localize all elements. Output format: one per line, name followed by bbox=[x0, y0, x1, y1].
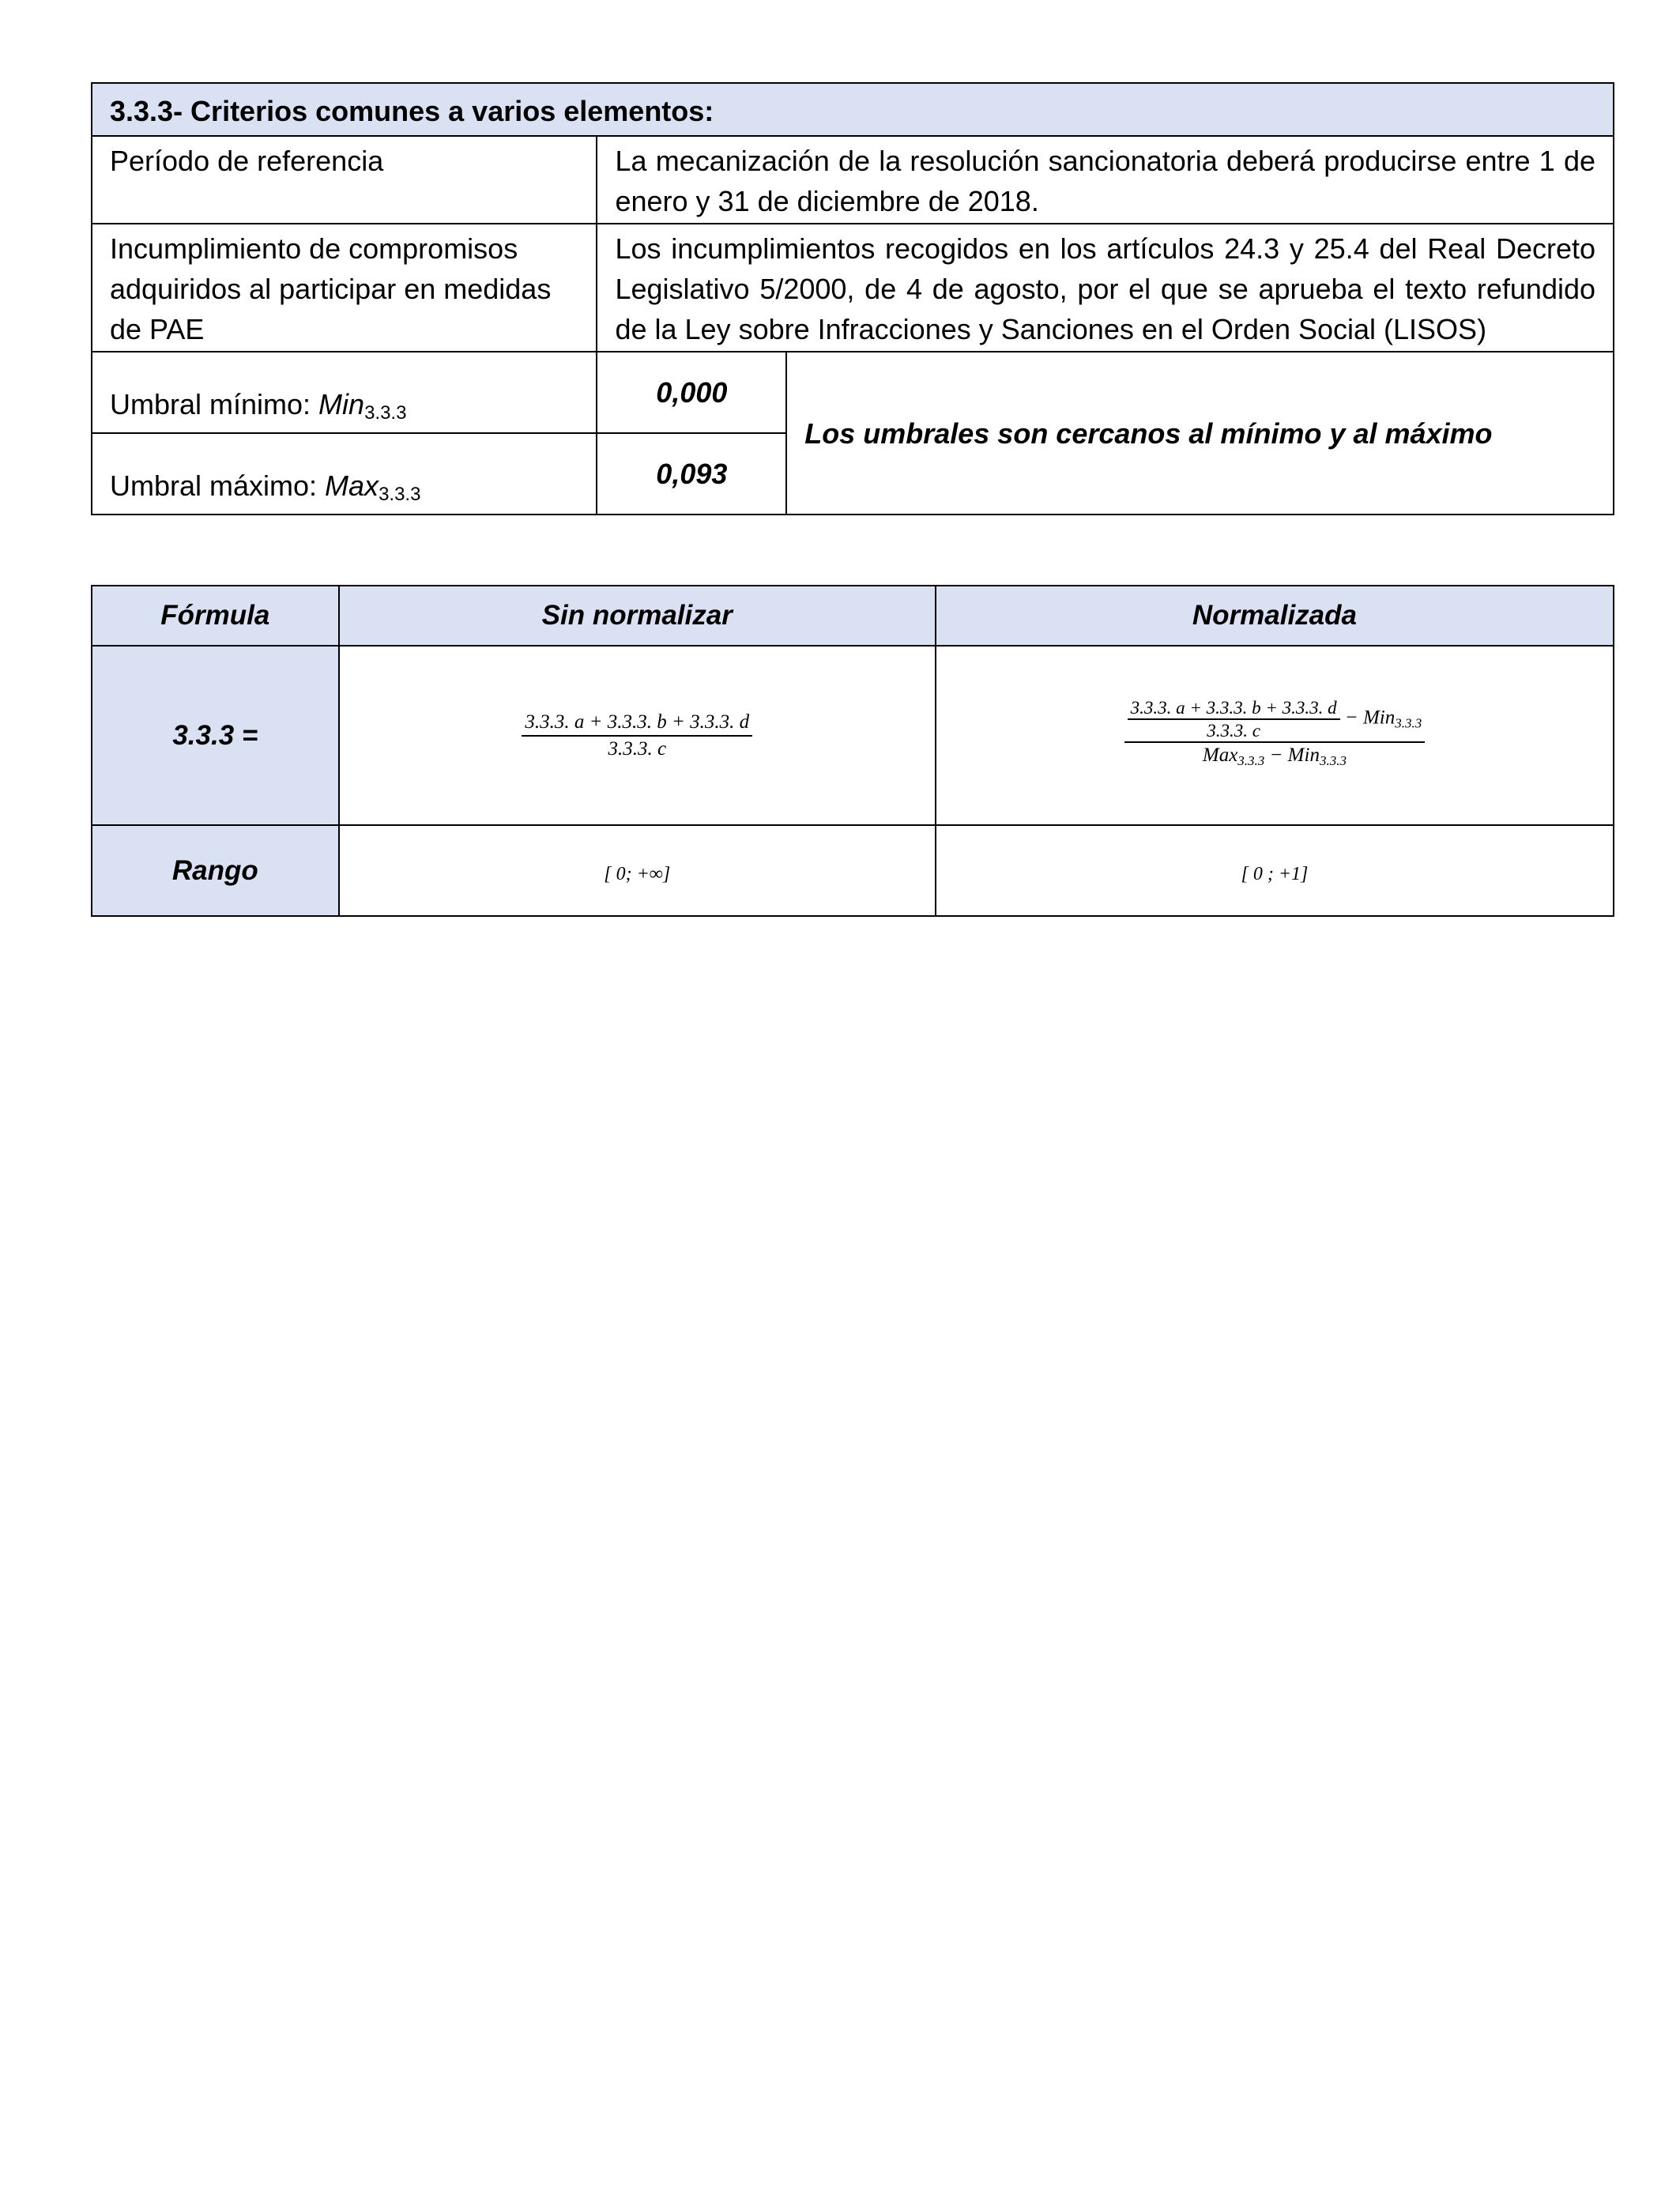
range-label: Rango bbox=[92, 825, 339, 916]
non-compliance-label: Incumplimiento de compromisos adquiridos al participar en medidas de PAE bbox=[92, 224, 597, 352]
non-compliance-text: Los incumplimientos recogidos en los artículos 24.3 y 25.4 del Real Decreto Legislativo 5/2000, de 4 de agosto, por el que se aprueba el texto refundido de la Ley sobre Infracciones y Sanciones en el Orden Social (LISOS) bbox=[597, 224, 1614, 352]
reference-period-label: Período de referencia bbox=[92, 136, 597, 224]
range-raw: [ 0; +∞] bbox=[339, 825, 936, 916]
formula-table bbox=[91, 585, 1614, 917]
min-threshold-label: Umbral mínimo: Min$_{3.3.3}$ bbox=[92, 352, 597, 433]
normalized-fraction: $\frac{3.3.3. a + 3.3.3. b + 3.3.3. d}{3.3.3. c}$ − Min$_{3.3.3}$ Max$_{3.3.3}$ − Min$_{3.3.3}$ bbox=[1124, 697, 1426, 774]
header-formula: Fórmula bbox=[92, 586, 339, 646]
raw-fraction: $\frac{3.3.3. a + 3.3.3. b + 3.3.3. d}{3.3.3. c}$ bbox=[522, 710, 752, 762]
header-normalized: Normalizada bbox=[936, 586, 1614, 646]
normalized-formula bbox=[936, 646, 1614, 825]
criteria-header: 3.3.3- Criterios comunes a varios elementos: bbox=[92, 83, 1614, 136]
formula-label: 3.3.3 = bbox=[92, 646, 339, 825]
header-raw: Sin normalizar bbox=[339, 586, 936, 646]
min-threshold-value: 0,000 bbox=[597, 352, 786, 433]
max-threshold-label: Umbral máximo: Max$_{3.3.3}$ bbox=[92, 433, 597, 515]
threshold-note: Los umbrales son cercanos al mínimo y al máximo bbox=[786, 352, 1614, 515]
range-normalized: [ 0 ; +1] bbox=[936, 825, 1614, 916]
raw-formula bbox=[339, 646, 936, 825]
criteria-table bbox=[91, 82, 1614, 515]
normalized-inner-fraction: $\frac{3.3.3. a + 3.3.3. b + 3.3.3. d}{3.3.3. c}$ bbox=[1128, 697, 1340, 741]
reference-period-text: La mecanización de la resolución sancionatoria deberá producirse entre 1 de enero y 31 de diciembre de 2018. bbox=[597, 136, 1614, 224]
max-threshold-value: 0,093 bbox=[597, 433, 786, 515]
